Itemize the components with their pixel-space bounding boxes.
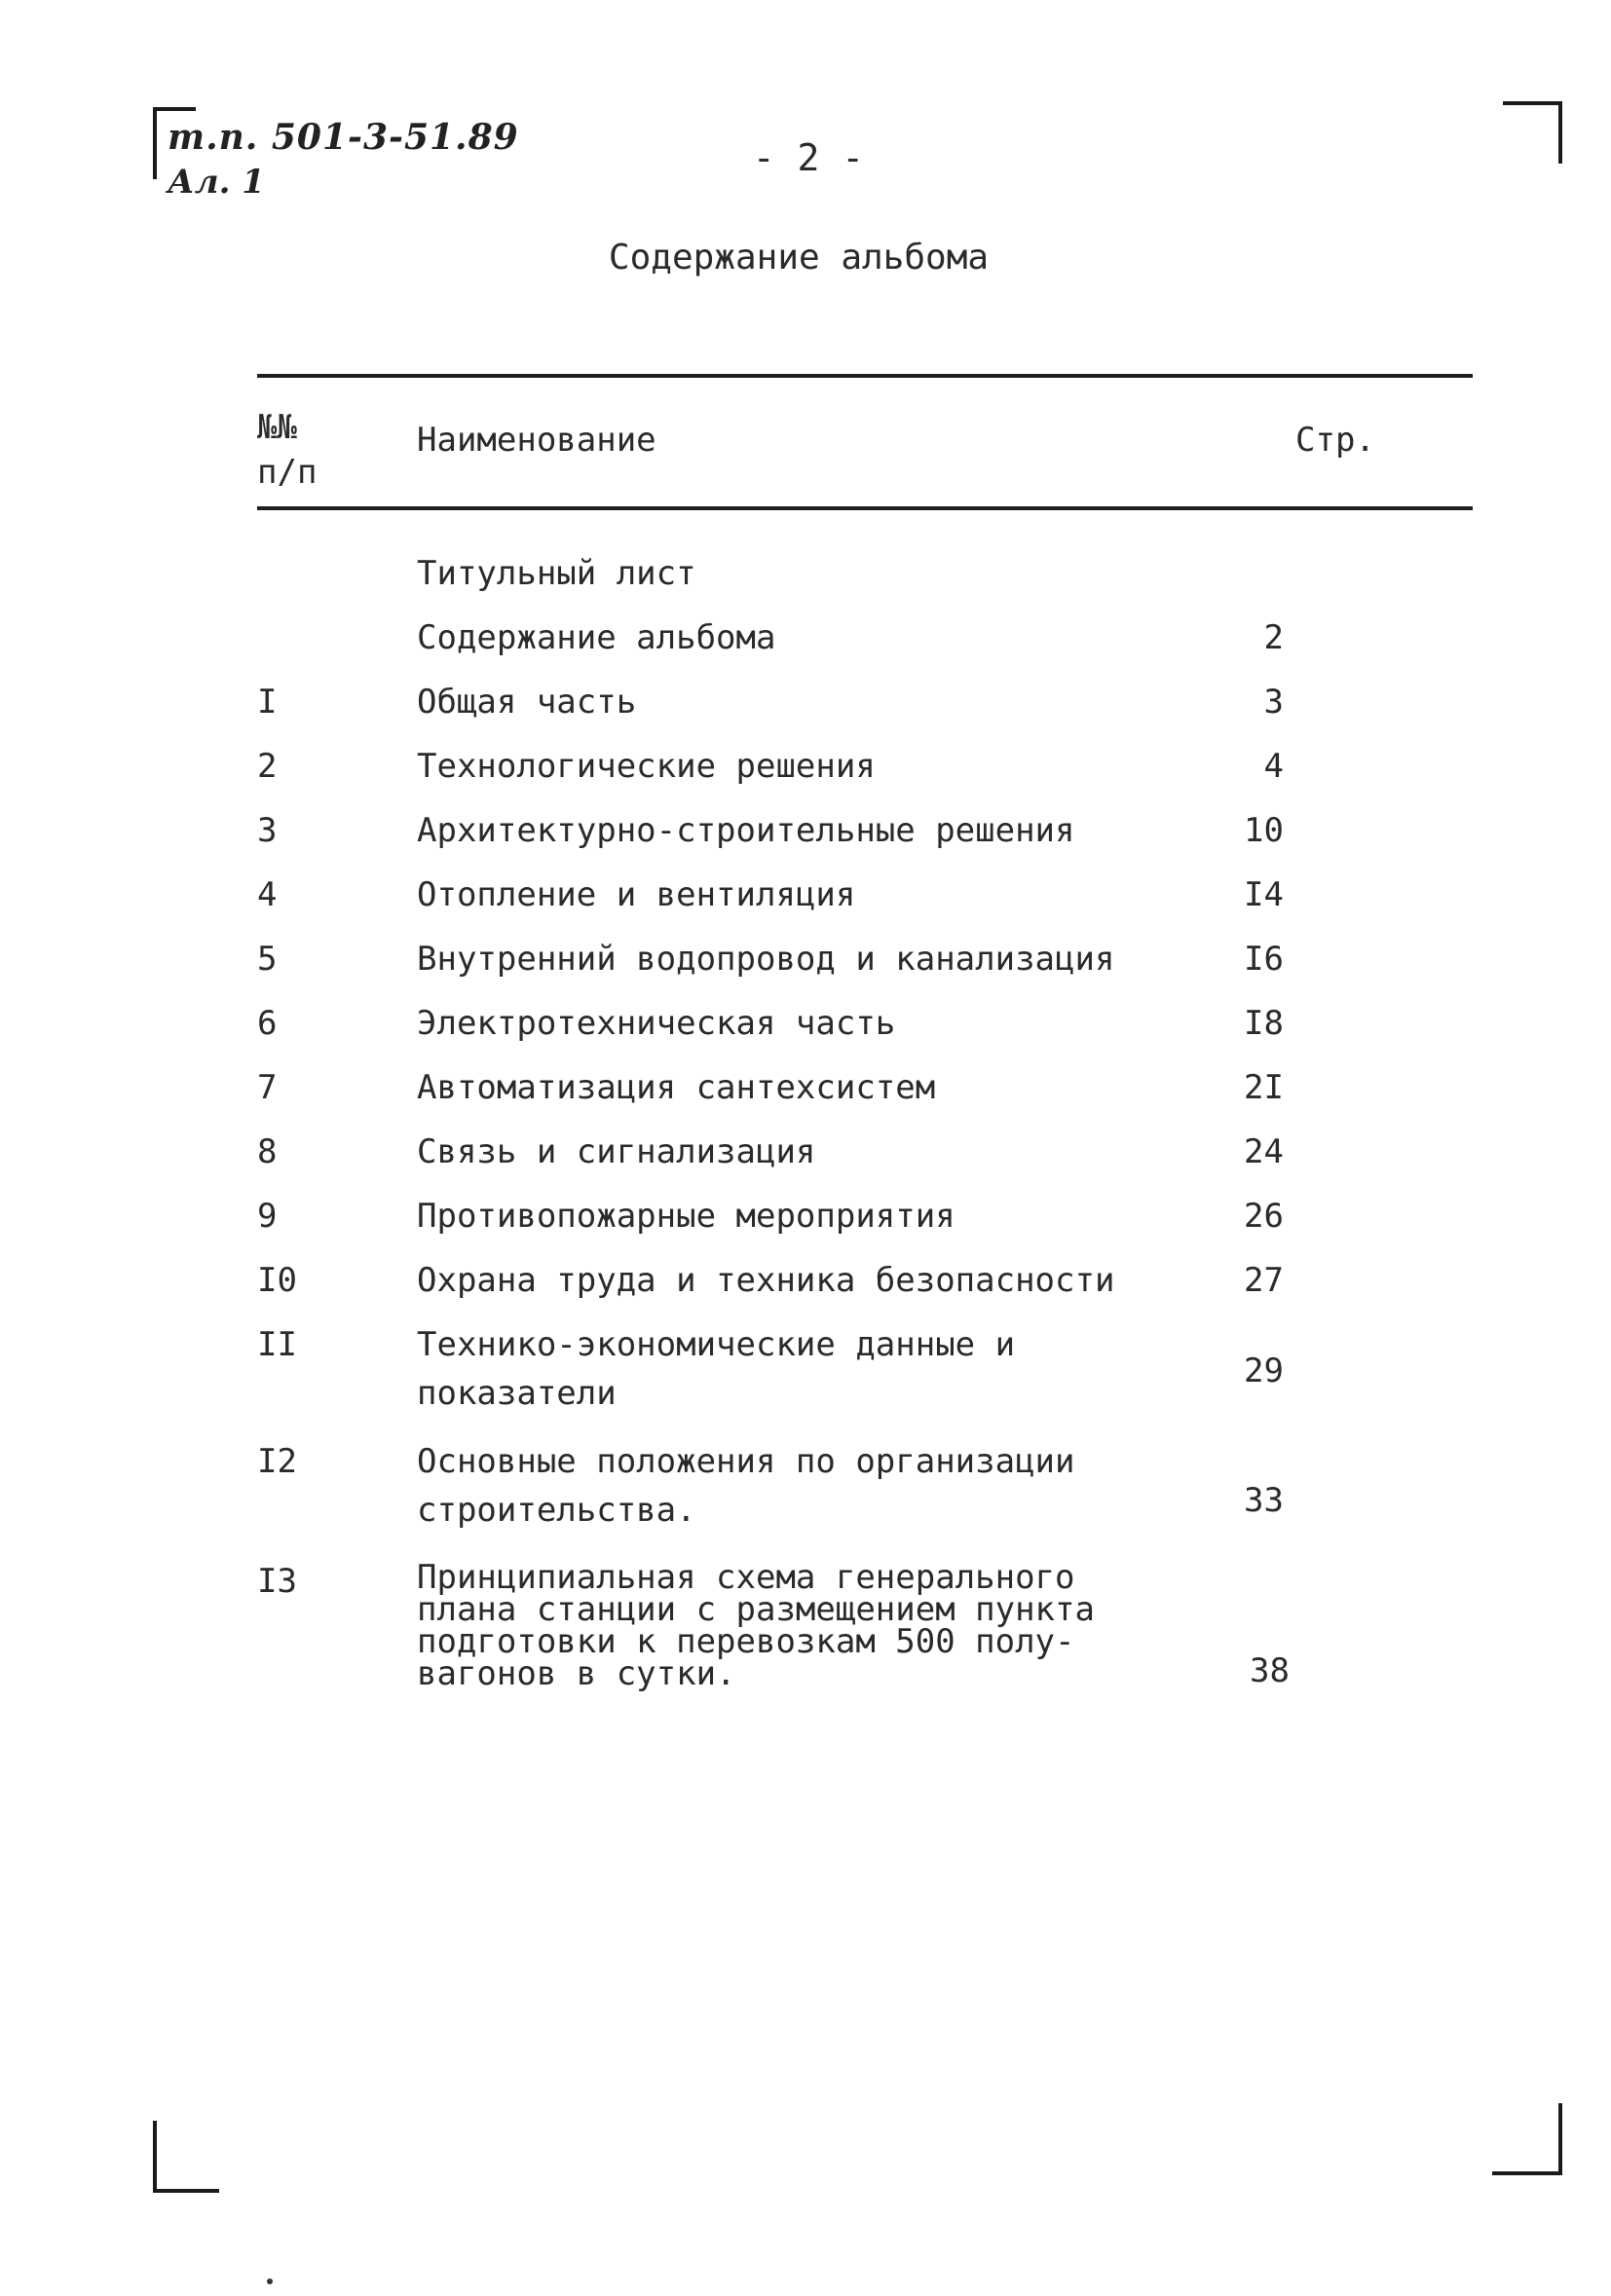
- table-row: [257, 1055, 1377, 1120]
- document-code-stamp: [168, 115, 519, 204]
- row-page: 33: [1244, 1481, 1284, 1520]
- table-row: [257, 863, 1377, 927]
- table-row: [257, 606, 1377, 670]
- row-number: I0: [257, 1261, 297, 1300]
- row-number: II: [257, 1325, 297, 1364]
- row-name: Технологические решения: [417, 747, 876, 786]
- table-row: [257, 1184, 1377, 1248]
- table-row: [257, 927, 1377, 991]
- row-name: Основные положения по организации строительства.: [417, 1442, 1075, 1530]
- contents-table: [257, 541, 1377, 1693]
- row-number: 5: [257, 940, 278, 979]
- table-row: [257, 991, 1377, 1055]
- scan-speck: [267, 2278, 273, 2284]
- table-row: [257, 1552, 1377, 1693]
- row-name: Охрана труда и техника безопасности: [417, 1261, 1115, 1300]
- album-number: Ал. 1: [168, 163, 265, 202]
- row-page: 26: [1244, 1197, 1284, 1236]
- row-page: 4: [1263, 747, 1284, 786]
- page-title: Содержание альбома: [608, 238, 990, 278]
- row-name: Принципиальная схема генерального плана станции с размещением пункта подготовки к перевозкам 500 полу-вагонов в сутки.: [417, 1558, 1095, 1693]
- row-number: I2: [257, 1442, 297, 1481]
- document-code: т.п. 501-3-51.89: [168, 117, 519, 158]
- table-row: [257, 541, 1377, 606]
- row-name: Связь и сигнализация: [417, 1132, 816, 1171]
- row-page: 10: [1244, 811, 1284, 850]
- corner-mark-top-right: [1503, 101, 1562, 164]
- corner-mark-bottom-right: [1492, 2103, 1562, 2175]
- table-row: [257, 1248, 1377, 1313]
- row-name: Отопление и вентиляция: [417, 875, 856, 914]
- row-page: 2I: [1244, 1068, 1284, 1107]
- row-number: 6: [257, 1004, 278, 1043]
- row-number: 8: [257, 1132, 278, 1171]
- row-number: [257, 606, 417, 670]
- table-row: [257, 670, 1377, 734]
- corner-mark-bottom-left: [153, 2121, 219, 2193]
- table-row: [257, 1313, 1377, 1429]
- row-name: Технико-экономические данные и показатели: [417, 1325, 1016, 1413]
- row-number: 7: [257, 1068, 278, 1107]
- row-page: 27: [1244, 1261, 1284, 1300]
- table-row: [257, 1429, 1377, 1552]
- row-page: 2: [1263, 618, 1284, 657]
- row-page: [1157, 541, 1284, 606]
- row-number: [257, 541, 417, 606]
- row-page: 38: [1250, 1651, 1290, 1690]
- page-number: - 2 -: [752, 136, 865, 179]
- row-number: 9: [257, 1197, 278, 1236]
- row-number: I: [257, 683, 278, 722]
- row-name: Противопожарные мероприятия: [417, 1197, 955, 1236]
- row-number: 3: [257, 811, 278, 850]
- column-header-number: №№ п/п: [257, 408, 318, 492]
- row-page: 29: [1244, 1352, 1284, 1390]
- row-page: I6: [1244, 940, 1284, 979]
- row-name: Электротехническая часть: [417, 1004, 896, 1043]
- row-page: I4: [1244, 875, 1284, 914]
- column-header-name: Наименование: [417, 421, 656, 460]
- table-header-rule: [257, 506, 1473, 510]
- row-number: 4: [257, 875, 278, 914]
- row-name: Внутренний водопровод и канализация: [417, 940, 1115, 979]
- table-row: [257, 798, 1377, 863]
- row-name: Титульный лист: [417, 554, 696, 593]
- column-header-page: Стр.: [1295, 421, 1375, 460]
- row-name: Автоматизация сантехсистем: [417, 1068, 936, 1107]
- row-name: Содержание альбома: [417, 618, 776, 657]
- row-page: 3: [1263, 683, 1284, 722]
- row-page: I8: [1244, 1004, 1284, 1043]
- row-page: 24: [1244, 1132, 1284, 1171]
- table-row: [257, 734, 1377, 798]
- row-name: Общая часть: [417, 683, 637, 722]
- row-name: Архитектурно-строительные решения: [417, 811, 1075, 850]
- table-top-rule: [257, 374, 1473, 378]
- row-number: I3: [257, 1562, 297, 1601]
- table-row: [257, 1120, 1377, 1184]
- row-number: 2: [257, 747, 278, 786]
